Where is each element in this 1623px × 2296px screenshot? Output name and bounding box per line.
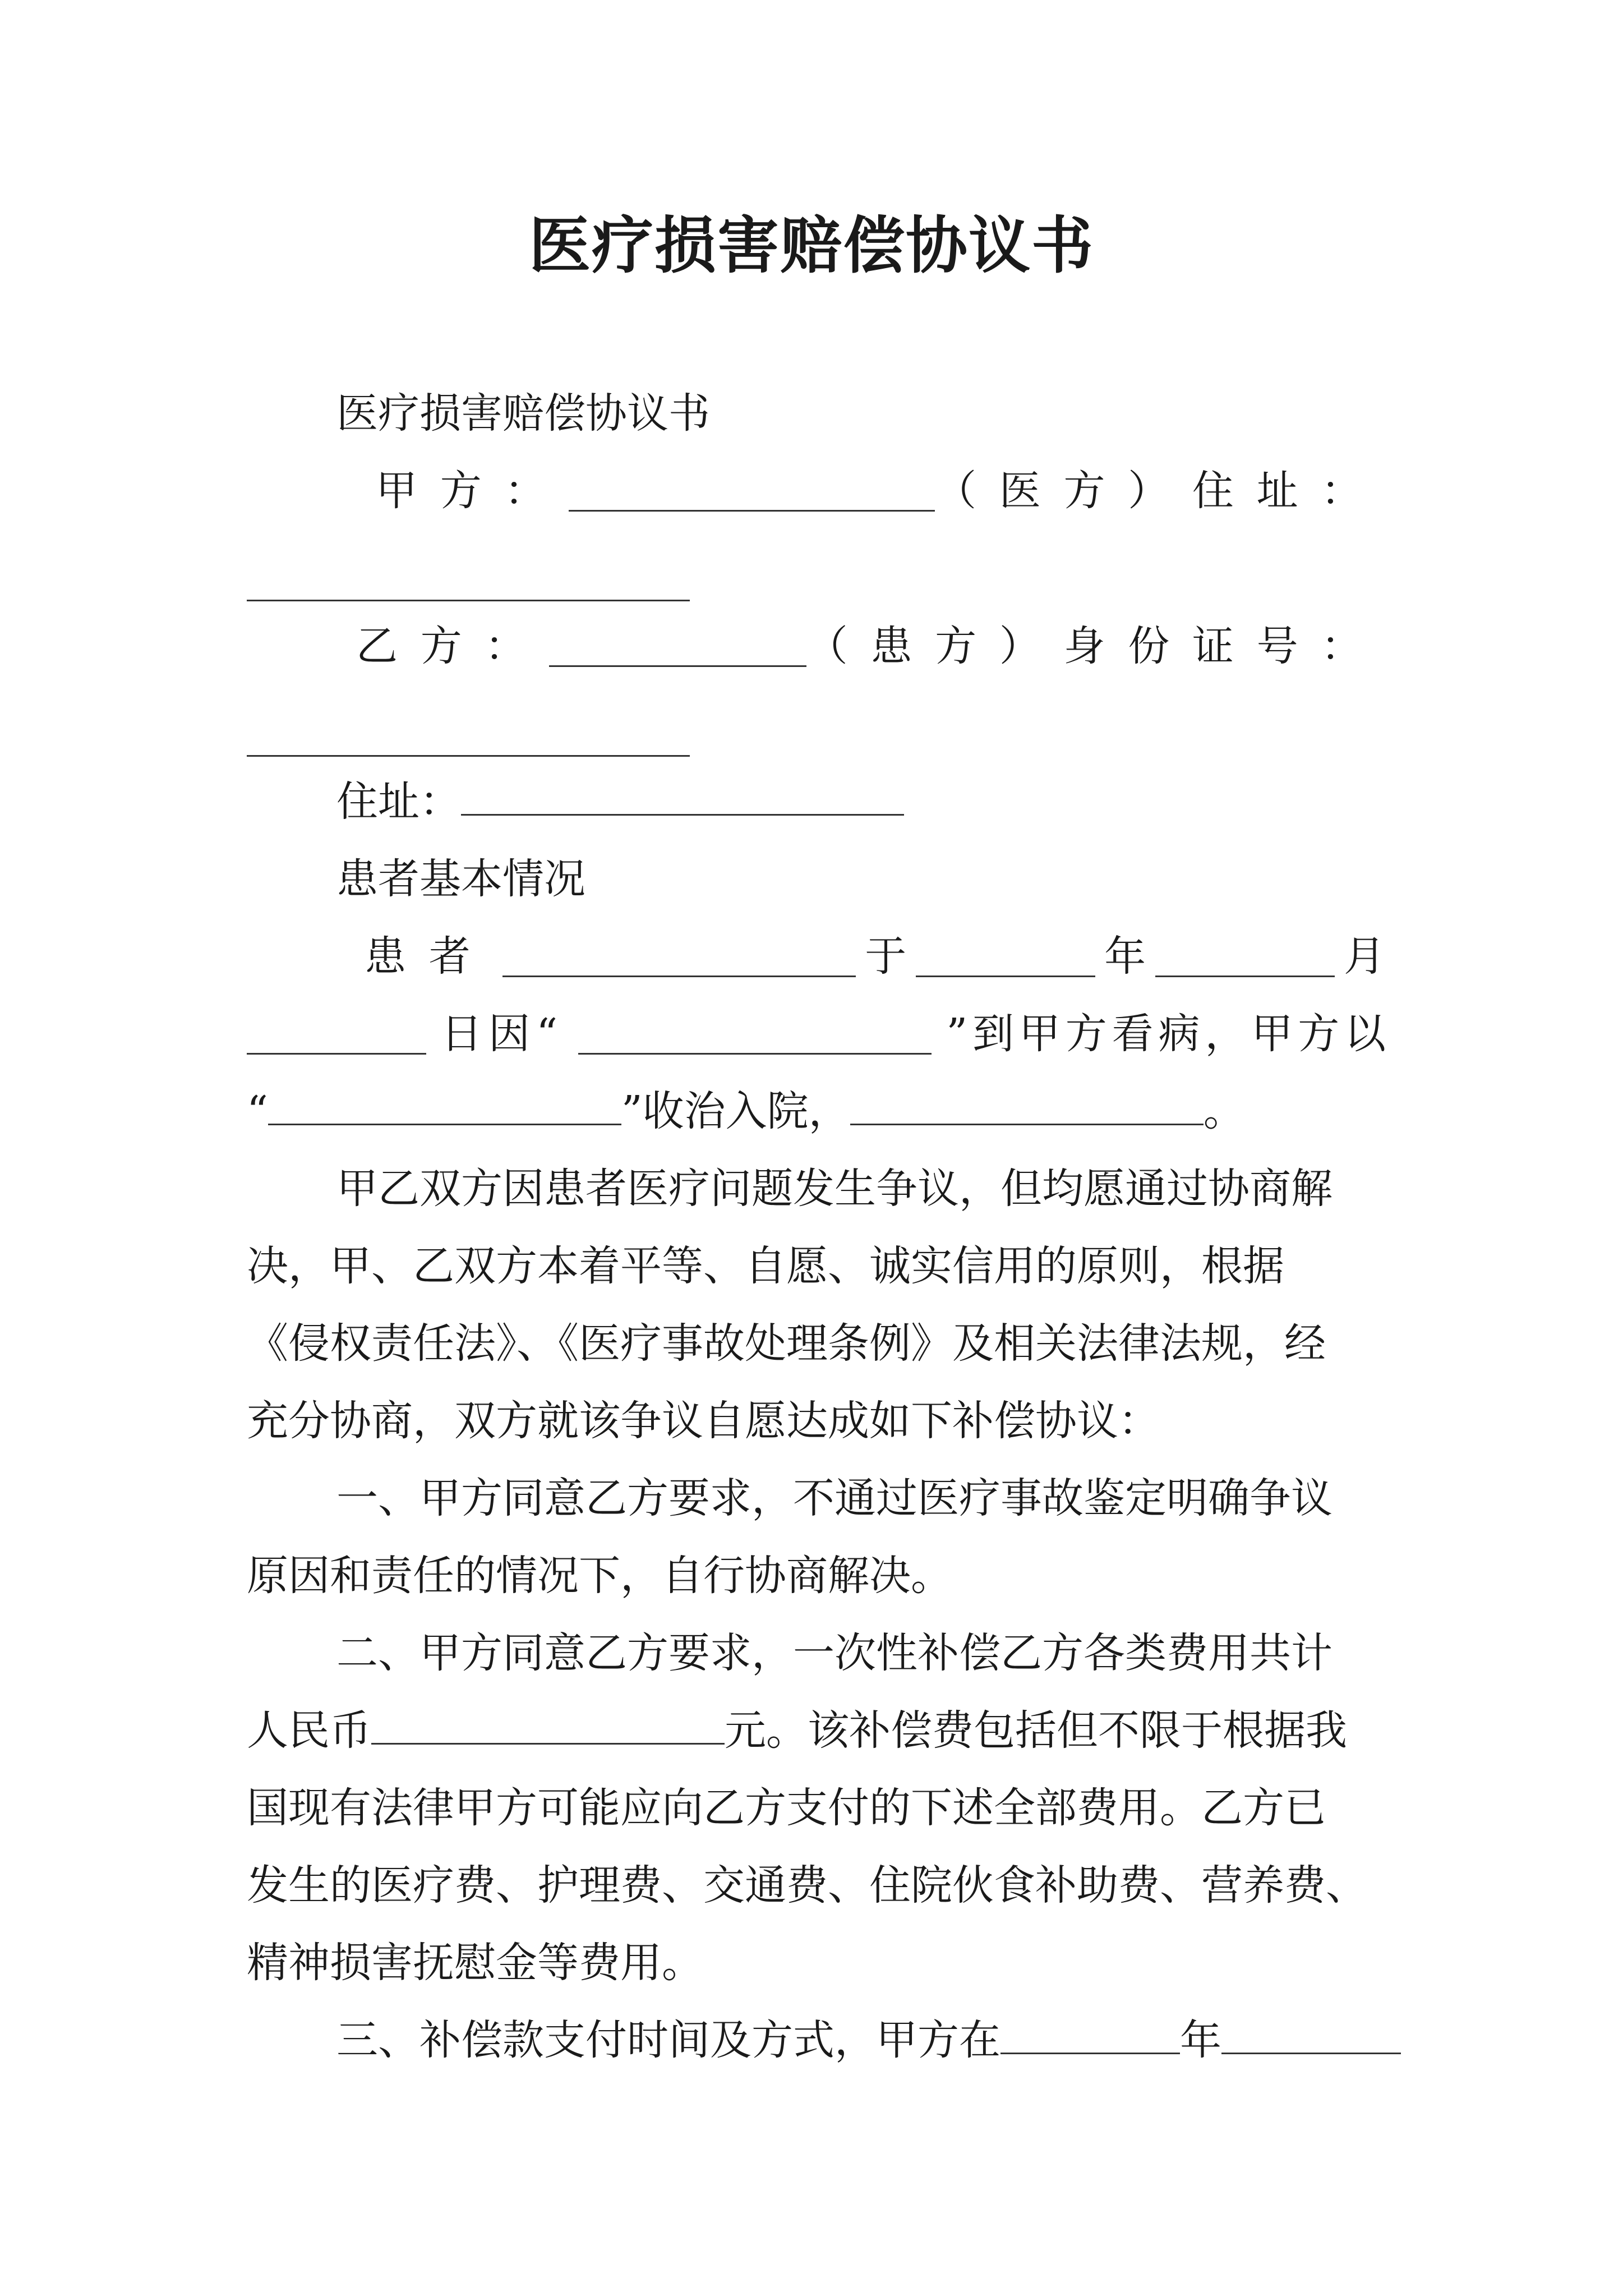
party-b-id-blank: [247, 749, 690, 757]
clause-2-line-4: 发生的医疗费、护理费、交通费、住院伙食补助费、营养费、: [247, 1861, 1367, 1910]
patient-line-3: [247, 1087, 1391, 1135]
patient-month-blank: [1155, 970, 1335, 977]
party-a-line: [376, 467, 1385, 515]
patient-period: 。: [1203, 1087, 1245, 1135]
party-b-label: 乙方：: [356, 622, 550, 670]
clause-2-line-3: 国现有法律甲方可能应向乙方支付的下述全部费用。乙方已: [247, 1784, 1326, 1832]
intro-line-4: 充分协商，双方就该争议自愿达成如下补偿协议：: [247, 1397, 1160, 1445]
patient-day-because: 日因“: [441, 1010, 564, 1058]
clause-3-year-label: 年: [1180, 2016, 1221, 2064]
party-a-address-blank: [247, 594, 690, 601]
patient-year-blank: [916, 970, 1095, 977]
clause-3-line-1: [336, 2016, 1391, 2064]
patient-line-2: [247, 1010, 1391, 1058]
intro-line-3: 《侵权责任法》、《医疗事故处理条例》及相关法律法规，经: [247, 1319, 1326, 1368]
document-title: 医疗损害赔偿协议书: [529, 209, 1094, 282]
patient-reason-blank: [578, 1047, 932, 1055]
intro-line-1: 甲乙双方因患者医疗问题发生争议，但均愿通过协商解: [336, 1165, 1332, 1213]
clause-3-month-blank: [1221, 2047, 1401, 2054]
clause-3-text: 三、补偿款支付时间及方式，甲方在: [336, 2016, 1000, 2064]
patient-visit-text: ”到甲方看病，甲方以: [946, 1010, 1391, 1058]
patient-admitted-text: ”收治入院，: [621, 1087, 850, 1135]
clause-2-amount-blank: [371, 1737, 725, 1745]
party-a-address-label: 住址：: [1192, 467, 1385, 515]
party-a-name-blank: [569, 504, 935, 512]
patient-open-quote: “: [247, 1087, 268, 1135]
patient-year-label: 年: [1104, 932, 1146, 981]
clause-2-line-1: 二、甲方同意乙方要求，一次性补偿乙方各类费用共计: [336, 1629, 1332, 1677]
patient-section-heading: 患者基本情况: [336, 855, 585, 903]
clause-3-year-blank: [1000, 2047, 1180, 2054]
patient-label: 患者: [365, 932, 494, 981]
party-b-line: [356, 622, 1385, 670]
intro-line-2: 决，甲、乙双方本着平等、自愿、诚实信用的原则，根据: [247, 1242, 1284, 1290]
party-b-id-label: 身份证号：: [1063, 622, 1385, 670]
patient-diagnosis-blank: [268, 1118, 621, 1125]
party-b-id-line: [247, 722, 1391, 763]
patient-result-blank: [850, 1118, 1204, 1125]
party-a-role: （医方）: [935, 467, 1192, 515]
patient-line-1: [365, 932, 1385, 981]
party-b-role: （患方）: [806, 622, 1064, 670]
party-b-address-label: 住址：: [336, 777, 461, 826]
patient-on-label: 于: [865, 932, 907, 981]
party-b-address-line: [336, 777, 1391, 826]
patient-day-blank: [247, 1047, 426, 1055]
party-a-address-line: [247, 567, 1391, 608]
clause-2-line-5: 精神损害抚慰金等费用。: [247, 1939, 703, 1987]
patient-month-label: 月: [1343, 932, 1385, 981]
clause-2-line-2: [247, 1706, 1391, 1755]
clause-1-line-2: 原因和责任的情况下，自行协商解决。: [247, 1552, 952, 1600]
clause-2-rmb-label: 人民币: [247, 1706, 371, 1755]
patient-name-blank: [502, 970, 856, 977]
clause-1-line-1: 一、甲方同意乙方要求，不通过医疗事故鉴定明确争议: [336, 1474, 1332, 1522]
party-a-label: 甲方：: [376, 467, 569, 515]
party-b-address-blank: [461, 808, 904, 816]
party-b-name-blank: [549, 660, 806, 667]
document-subtitle: 医疗损害赔偿协议书: [336, 389, 710, 438]
clause-2-line-2-text: 元。该补偿费包括但不限于根据我: [725, 1706, 1347, 1755]
